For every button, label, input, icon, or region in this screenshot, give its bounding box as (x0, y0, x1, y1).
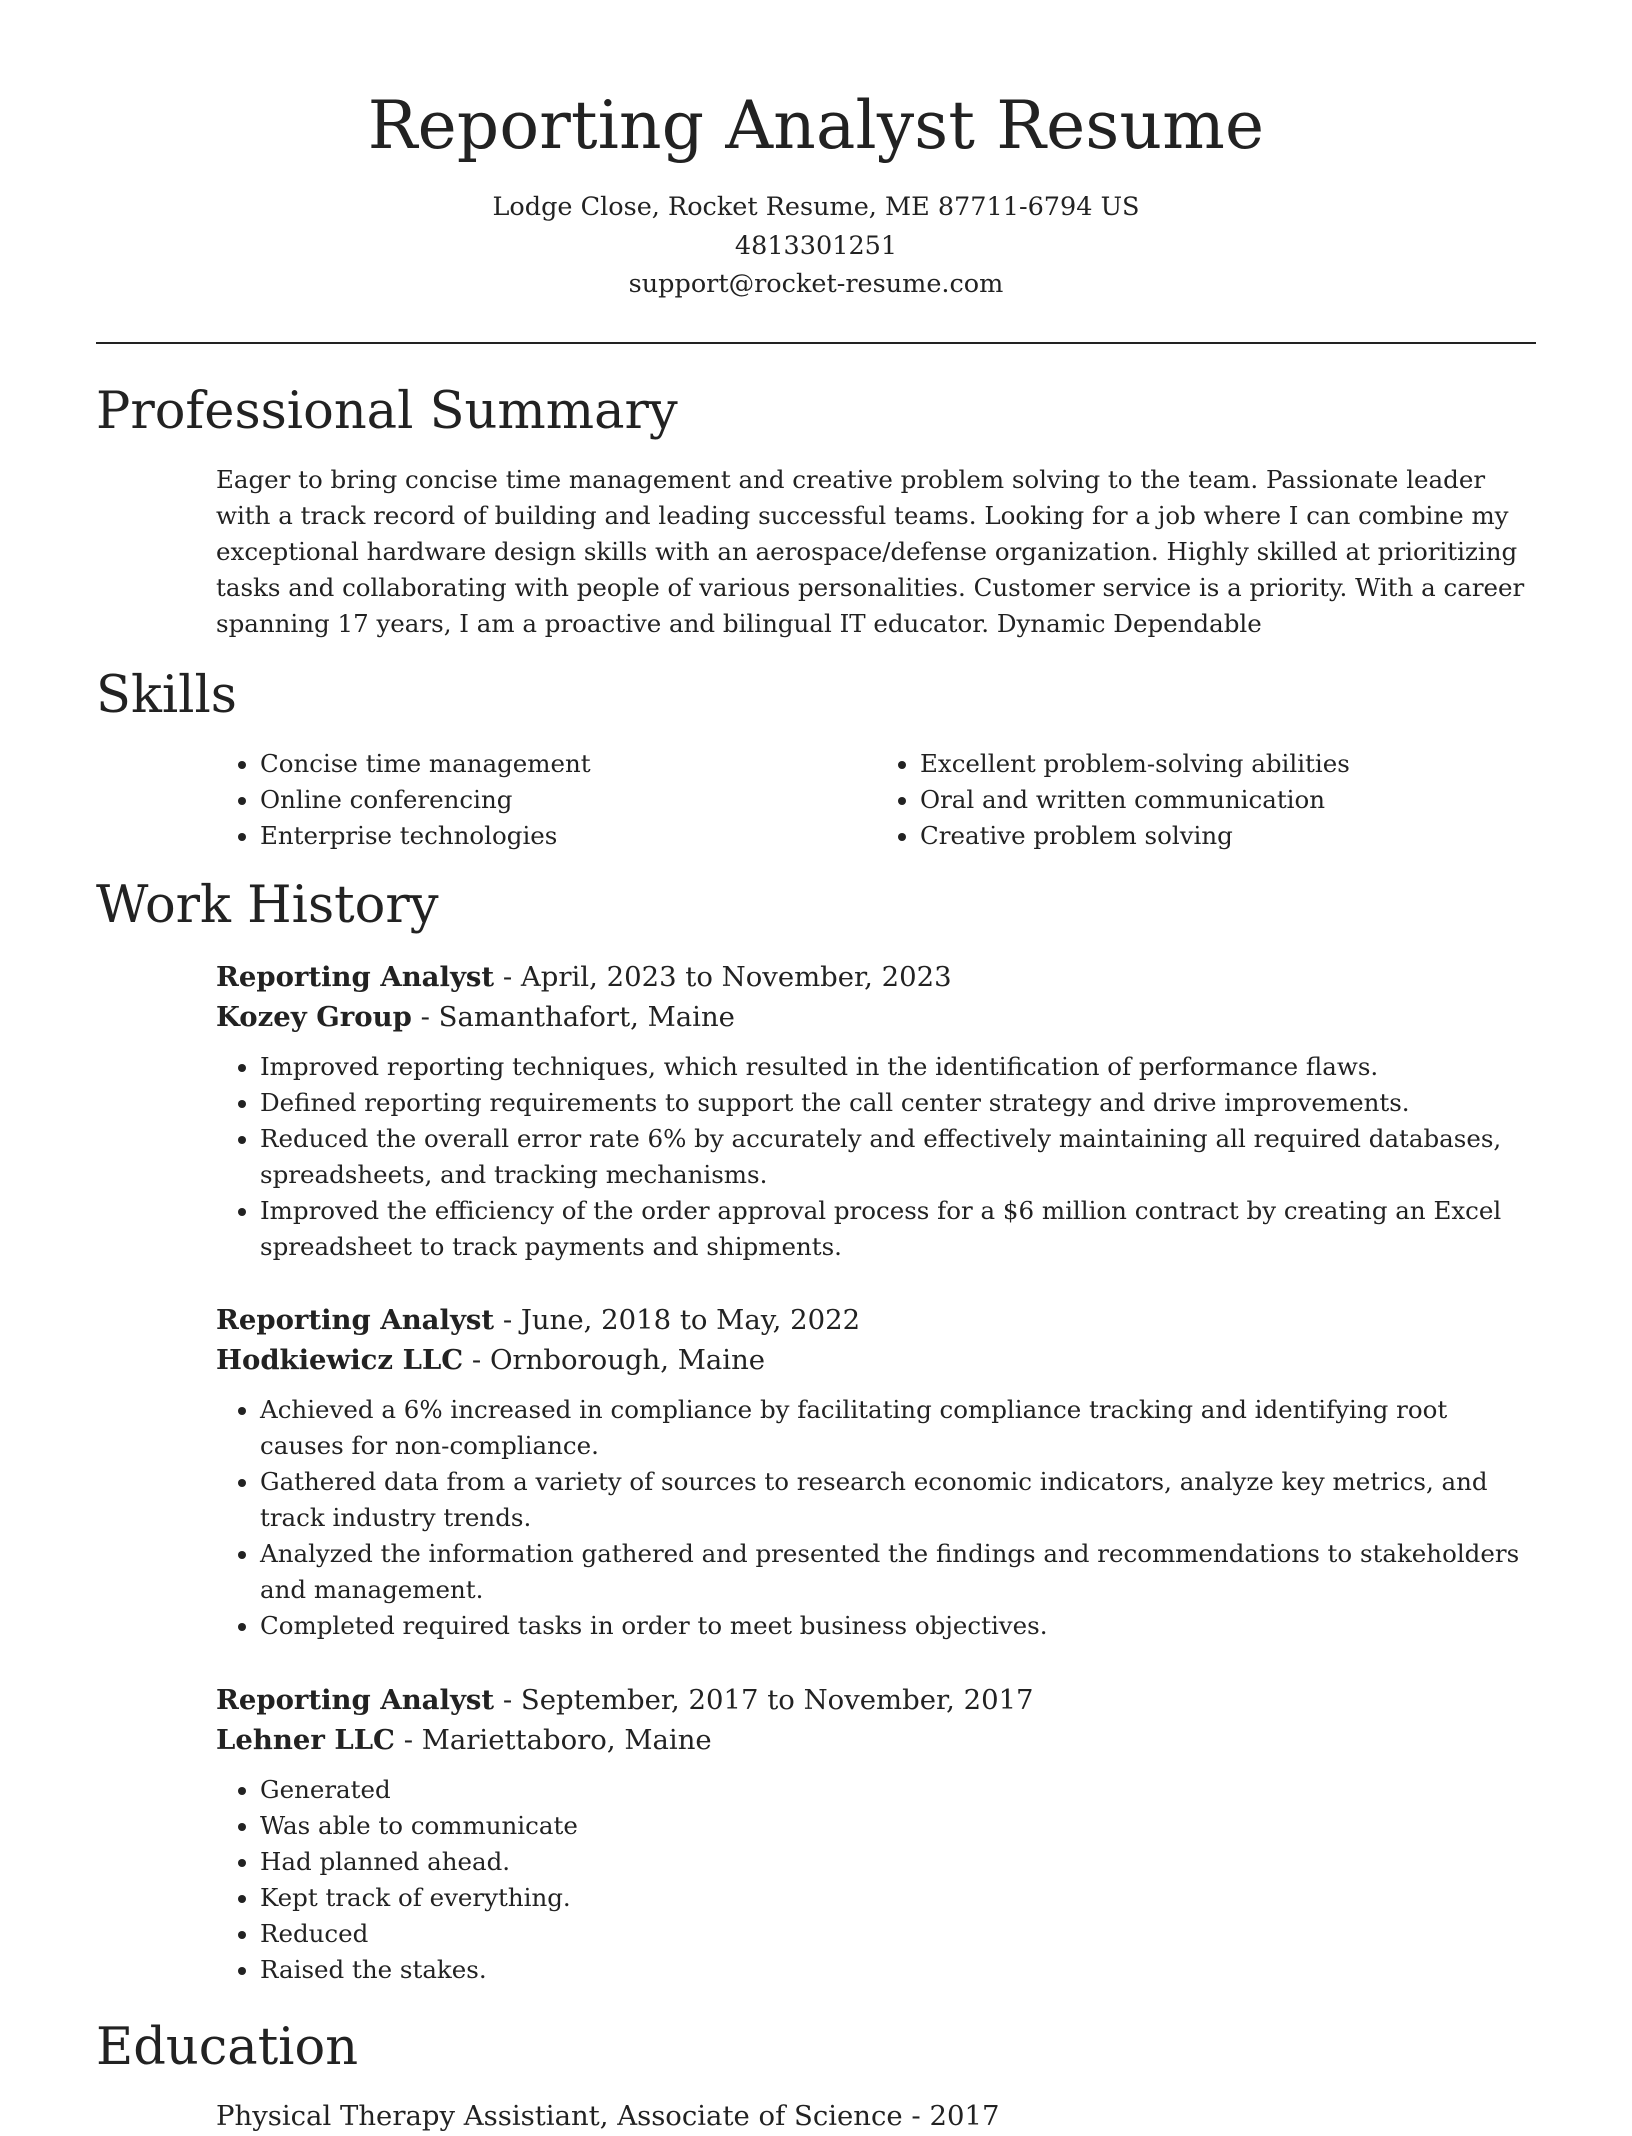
job-company: Hodkiewicz LLC (216, 1344, 464, 1376)
job-bullet: • Was able to communicate (260, 1808, 1536, 1844)
job-location: - Ornborough, Maine (463, 1344, 766, 1376)
job-title: Reporting Analyst (216, 961, 495, 993)
job-company-line (216, 997, 1536, 1037)
job-dates: - June, 2018 to May, 2022 (494, 1304, 861, 1336)
job-bullet: • Reduced the overall error rate 6% by accurately and effectively maintaining all required databases, spreadsheets, and tracking mechanisms. (260, 1121, 1536, 1193)
job-bullet: • Improved the efficiency of the order approval process for a $6 million contract by creating an Excel spreadsheet to track payments and shipments. (260, 1193, 1536, 1265)
job-entry (216, 1300, 1536, 1644)
skill-item: • Enterprise technologies (260, 818, 876, 854)
job-bullet: • Completed required tasks in order to meet business objectives. (260, 1608, 1536, 1644)
job-bullet: • Achieved a 6% increased in compliance by facilitating compliance tracking and identifying root causes for non-compliance. (260, 1392, 1536, 1464)
job-bullet: • Defined reporting requirements to support the call center strategy and drive improvements. (260, 1085, 1536, 1121)
job-bullet: • Generated (260, 1772, 1536, 1808)
skills-heading: Skills (96, 666, 237, 725)
job-title: Reporting Analyst (216, 1684, 495, 1716)
contact-email: support@rocket-resume.com (628, 269, 1004, 299)
contact-phone: 4813301251 (734, 230, 898, 261)
job-bullet: • Reduced (260, 1916, 1536, 1952)
summary-heading: Professional Summary (96, 382, 678, 441)
resume-title: Reporting Analyst Resume (367, 87, 1265, 164)
job-bullet: • Raised the stakes. (260, 1952, 1536, 1988)
job-company: Kozey Group (216, 1001, 412, 1033)
education-entry: Physical Therapy Assistiant, Associate of Science - 2017 (216, 2100, 1000, 2132)
job-bullets (216, 1392, 1536, 1644)
job-location: - Samanthafort, Maine (411, 1001, 735, 1033)
skills-column-left (216, 746, 876, 854)
skill-item: • Creative problem solving (920, 818, 1536, 854)
job-entry (216, 957, 1536, 1265)
job-location: - Mariettaboro, Maine (394, 1724, 712, 1756)
skills-column-right (876, 746, 1536, 854)
job-dates: - April, 2023 to November, 2023 (494, 961, 952, 993)
job-title: Reporting Analyst (216, 1304, 495, 1336)
contact-info (0, 188, 1632, 304)
resume-header (0, 0, 1632, 304)
job-dates: - September, 2017 to November, 2017 (494, 1684, 1034, 1716)
job-title-line (216, 1300, 1536, 1340)
skills-list (216, 746, 1536, 854)
contact-address: Lodge Close, Rocket Resume, ME 87711-6794 US (492, 192, 1140, 222)
skill-item: • Excellent problem-solving abilities (920, 746, 1536, 782)
header-divider (96, 342, 1536, 344)
job-entry (216, 1680, 1536, 1988)
skill-item: • Online conferencing (260, 782, 876, 818)
work-history-heading: Work History (96, 876, 439, 935)
skill-item: • Concise time management (260, 746, 876, 782)
job-company-line (216, 1340, 1536, 1380)
job-bullet: • Had planned ahead. (260, 1844, 1536, 1880)
job-bullet: • Improved reporting techniques, which resulted in the identification of performance flaws. (260, 1049, 1536, 1085)
summary-text: Eager to bring concise time management and creative problem solving to the team. Passionate leader with a track record of building and leading successful teams. Looking for a job where I can combine my exceptional hardware design skills with an aerospace/defense organization. Highly skilled at prioritizing tasks and collaborating with people of various personalities. Customer service is a priority. With a career spanning 17 years, I am a proactive and bilingual IT educator. Dynamic Dependable (216, 465, 1525, 638)
job-bullets (216, 1772, 1536, 1988)
job-company: Lehner LLC (216, 1724, 395, 1756)
job-title-line (216, 957, 1536, 997)
skill-item: • Oral and written communication (920, 782, 1536, 818)
job-bullet: • Analyzed the information gathered and presented the findings and recommendations to stakeholders and management. (260, 1536, 1536, 1608)
job-bullet: • Gathered data from a variety of sources to research economic indicators, analyze key metrics, and track industry trends. (260, 1464, 1536, 1536)
job-title-line (216, 1680, 1536, 1720)
job-bullets (216, 1049, 1536, 1265)
job-bullet: • Kept track of everything. (260, 1880, 1536, 1916)
job-company-line (216, 1720, 1536, 1760)
education-heading: Education (96, 2018, 359, 2077)
